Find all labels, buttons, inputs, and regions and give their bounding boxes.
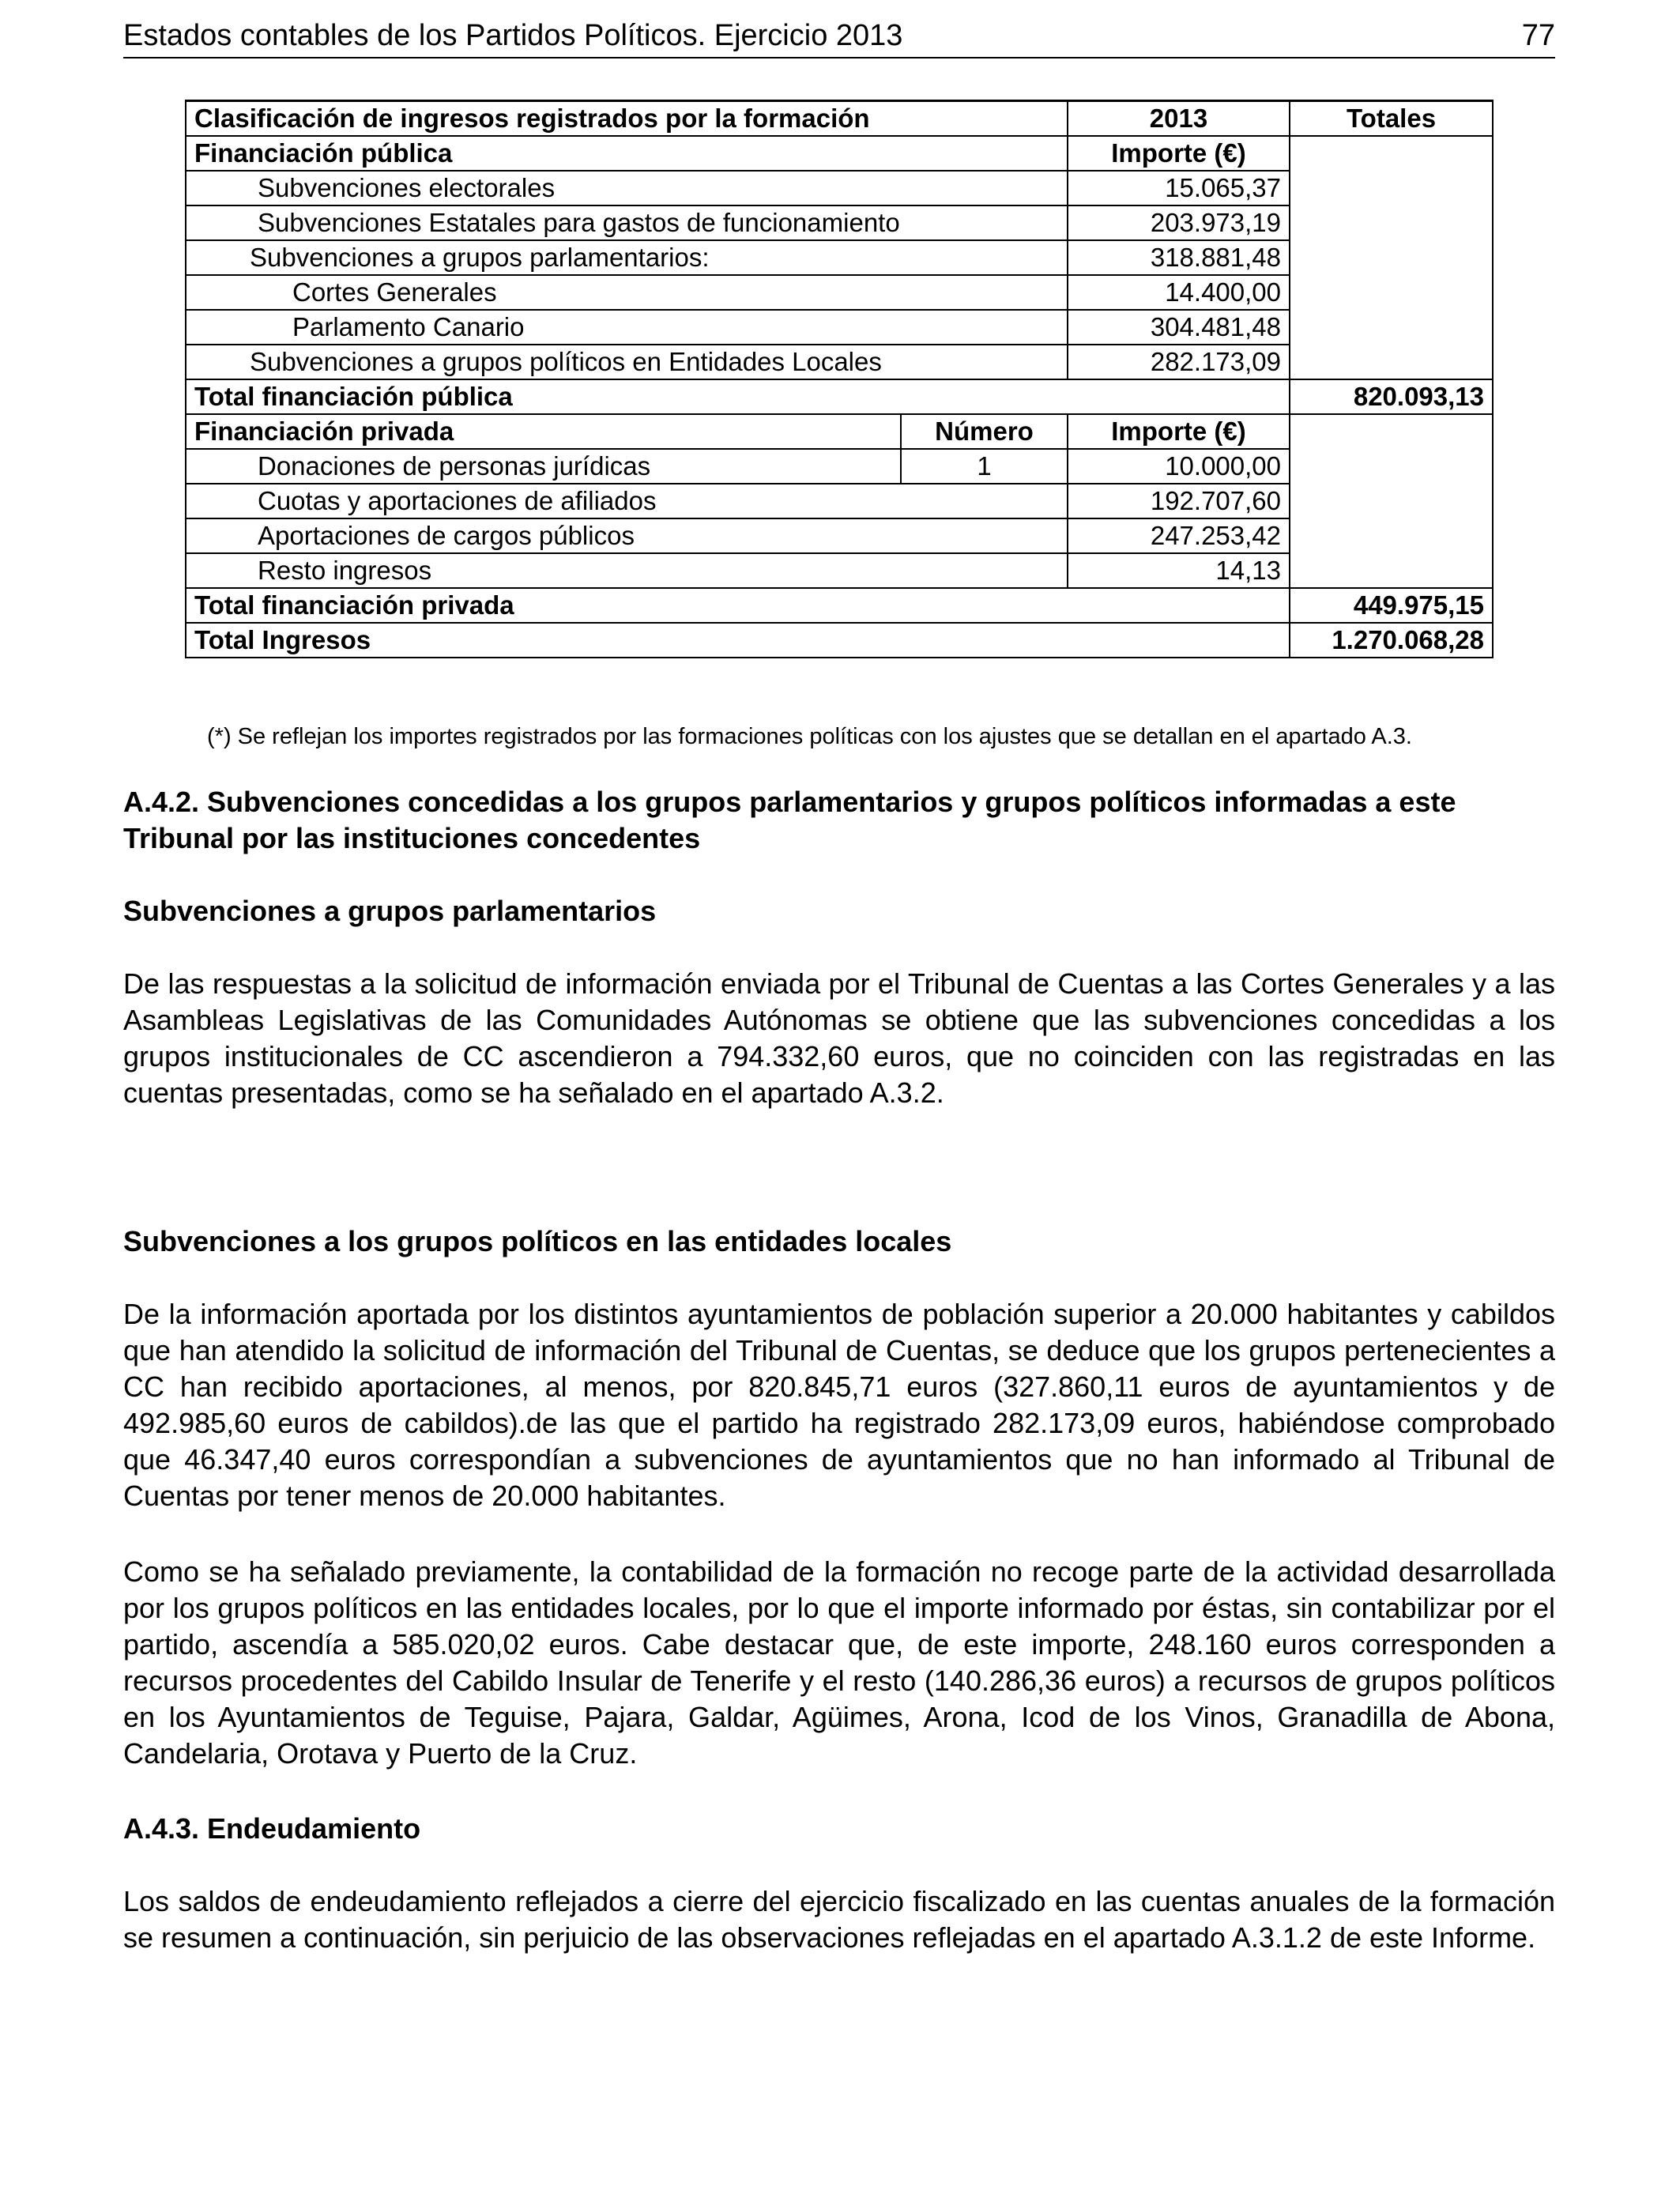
row-amount: 247.253,42: [1068, 518, 1290, 553]
grand-total-value: 1.270.068,28: [1290, 623, 1493, 658]
table-footnote: (*) Se reflejan los importes registrados por las formaciones políticas con los ajustes que se detallan en el apartado A.3.: [207, 724, 1412, 749]
row-label: Cortes Generales: [186, 275, 1068, 310]
subheading-parliamentary-groups: Subvenciones a grupos parlamentarios: [123, 895, 657, 927]
row-label: Subvenciones a grupos parlamentarios:: [186, 240, 1068, 275]
row-amount: 14.400,00: [1068, 275, 1290, 310]
section-heading-a43: A.4.3. Endeudamiento: [123, 1812, 421, 1845]
page-number: 77: [1521, 19, 1555, 52]
row-label: Subvenciones electorales: [186, 171, 1068, 205]
private-number-header: Número: [901, 414, 1068, 449]
row-label: Donaciones de personas jurídicas: [186, 449, 901, 484]
row-label: Resto ingresos: [186, 553, 1068, 588]
row-label: Aportaciones de cargos públicos: [186, 518, 1068, 553]
row-amount: 15.065,37: [1068, 171, 1290, 205]
row-amount: 282.173,09: [1068, 345, 1290, 379]
paragraph-debt: Los saldos de endeudamiento reflejados a cierre del ejercicio fiscalizado en las cuentas anuales de la formación se resumen a continuación, sin perjuicio de las observaciones reflejadas en el apartado A.3.1.2 de este Informe.: [123, 1885, 1555, 1954]
page-header: [123, 14, 1555, 58]
col-header-classification: Clasificación de ingresos registrados por la formación: [186, 101, 1068, 137]
row-label: Parlamento Canario: [186, 310, 1068, 345]
col-header-year: 2013: [1068, 101, 1290, 137]
row-amount: 203.973,19: [1068, 205, 1290, 240]
col-header-totals: Totales: [1290, 101, 1493, 137]
income-table: [185, 100, 1494, 658]
row-label: Cuotas y aportaciones de afiliados: [186, 484, 1068, 518]
private-total-value: 449.975,15: [1290, 588, 1493, 623]
section-heading-a42: A.4.2. Subvenciones concedidas a los grupos parlamentarios y grupos políticos informadas a este Tribunal por las instituciones concedentes: [123, 786, 1456, 854]
table-header-row: [186, 101, 1493, 137]
paragraph-local-groups-1: De la información aportada por los distintos ayuntamientos de población superior a 20.000 habitantes y cabildos que han atendido la solicitud de información del Tribunal de Cuentas, se deduce que los grupos pertenecientes a CC han recibido aportaciones, al menos, por 820.845,71 euros (327.860,11 euros de ayuntamientos y de 492.985,60 euros de cabildos).de las que el partido ha registrado 282.173,09 euros, habiéndose comprobado que 46.347,40 euros correspondían a subvenciones de ayuntamientos que no han informado al Tribunal de Cuentas por tener menos de 20.000 habitantes.: [123, 1298, 1555, 1512]
paragraph-local-groups-2: Como se ha señalado previamente, la contabilidad de la formación no recoge parte de la actividad desarrollada por los grupos políticos en las entidades locales, por lo que el importe informado por éstas, sin contabilizar por el partido, ascendía a 585.020,02 euros. Cabe destacar que, de este importe, 248.160 euros corresponden a recursos procedentes del Cabildo Insular de Tenerife y el resto (140.286,36 euros) a recursos de grupos políticos en los Ayuntamientos de Teguise, Pajara, Galdar, Agüimes, Arona, Icod de los Vinos, Granadilla de Abona, Candelaria, Orotava y Puerto de la Cruz.: [123, 1555, 1555, 1770]
row-amount: 192.707,60: [1068, 484, 1290, 518]
private-amount-header: Importe (€): [1068, 414, 1290, 449]
row-label: Subvenciones a grupos políticos en Entidades Locales: [186, 345, 1068, 379]
row-amount: 10.000,00: [1068, 449, 1290, 484]
public-total-label: Total financiación pública: [186, 379, 1290, 414]
public-section-row: [186, 136, 1493, 171]
private-section-label: Financiación privada: [186, 414, 901, 449]
public-section-label: Financiación pública: [186, 136, 1068, 171]
row-label: Subvenciones Estatales para gastos de funcionamiento: [186, 205, 1068, 240]
totals-blank-cell: [1290, 414, 1493, 588]
row-amount: 304.481,48: [1068, 310, 1290, 345]
private-total-label: Total financiación privada: [186, 588, 1290, 623]
private-section-row: [186, 414, 1493, 449]
row-number: 1: [901, 449, 1068, 484]
header-title: Estados contables de los Partidos Políticos. Ejercicio 2013: [123, 19, 903, 52]
paragraph-parliamentary-groups: De las respuestas a la solicitud de información enviada por el Tribunal de Cuentas a las Cortes Generales y a las Asambleas Legislativas de las Comunidades Autónomas se obtiene que las subvenciones concedidas a los grupos institucionales de CC ascendieron a 794.332,60 euros, que no coinciden con las registradas en las cuentas presentadas, como se ha señalado en el apartado A.3.2.: [123, 967, 1555, 1109]
private-total-row: [186, 588, 1493, 623]
row-amount: 318.881,48: [1068, 240, 1290, 275]
subheading-local-groups: Subvenciones a los grupos políticos en las entidades locales: [123, 1225, 952, 1257]
row-amount: 14,13: [1068, 553, 1290, 588]
grand-total-row: [186, 623, 1493, 658]
public-amount-header: Importe (€): [1068, 136, 1290, 171]
totals-blank-cell: [1290, 136, 1493, 379]
grand-total-label: Total Ingresos: [186, 623, 1290, 658]
public-total-row: [186, 379, 1493, 414]
public-total-value: 820.093,13: [1290, 379, 1493, 414]
